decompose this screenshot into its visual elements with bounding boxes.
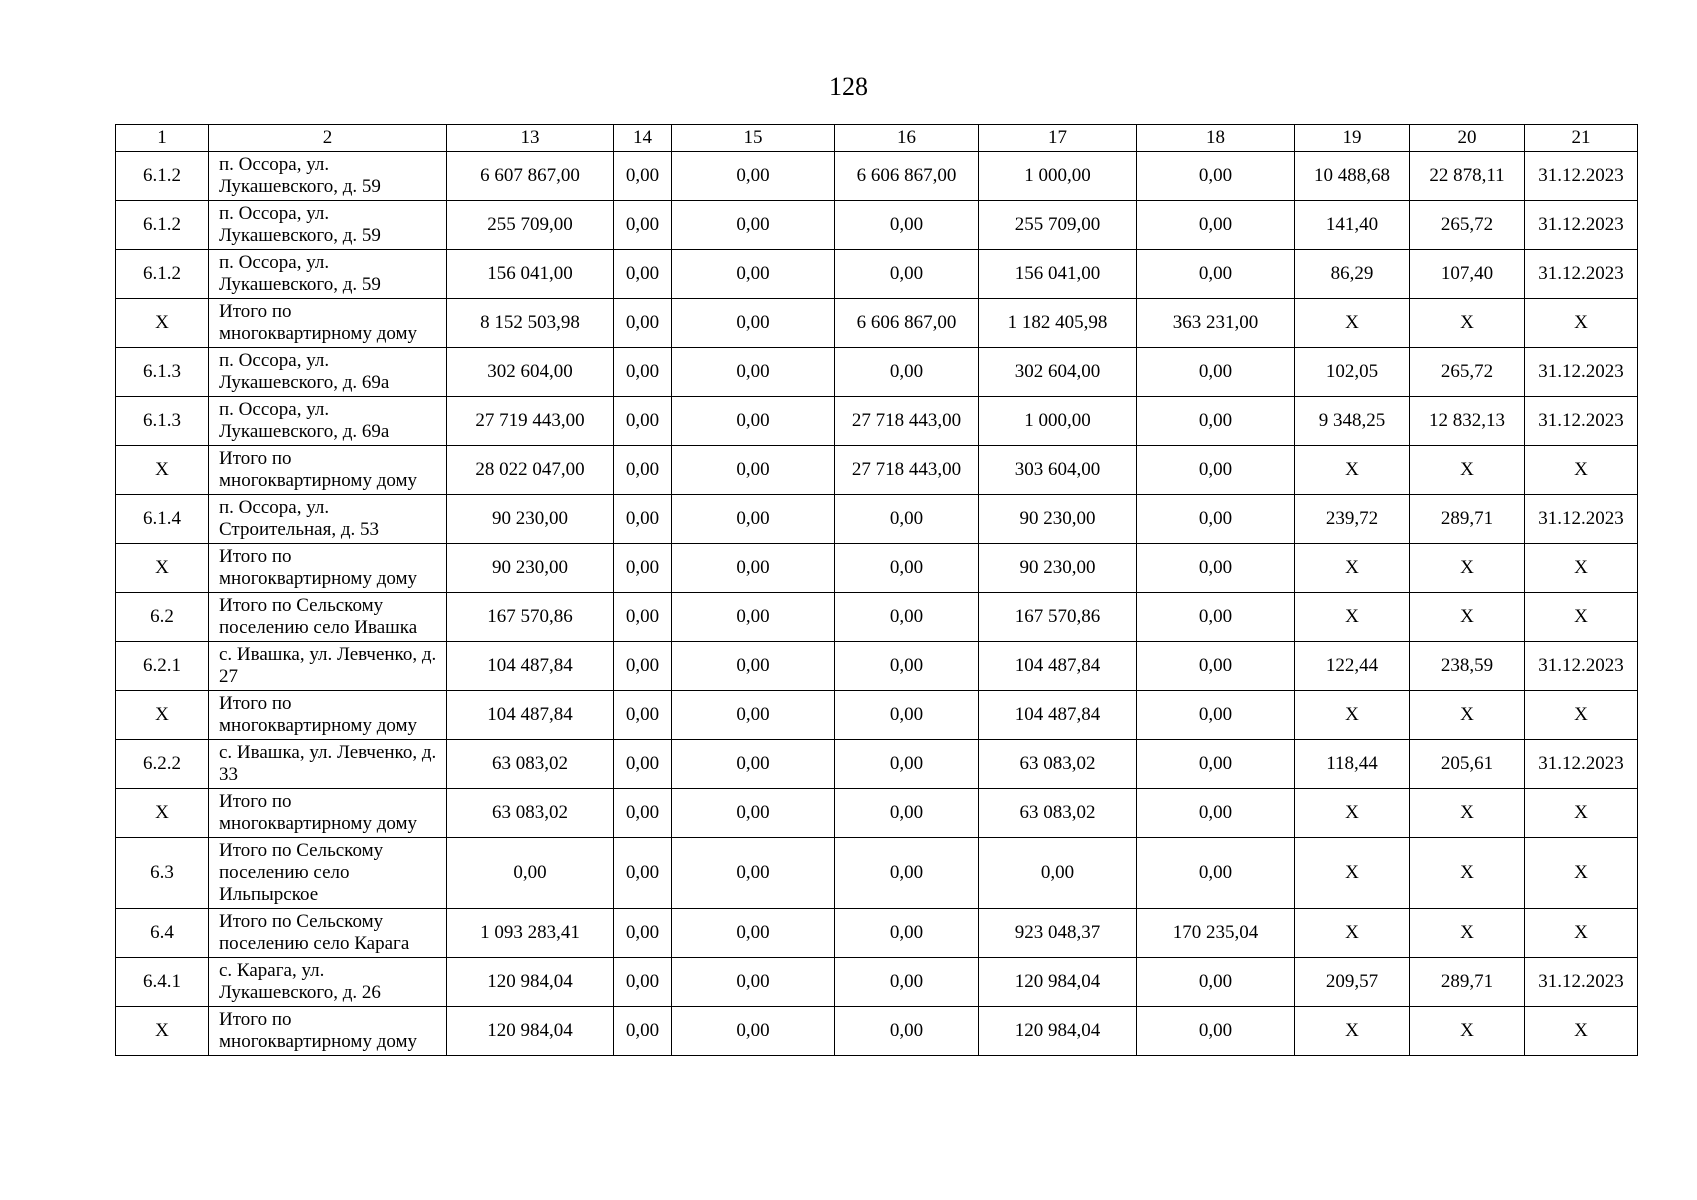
value-cell: 302 604,00 xyxy=(447,348,614,397)
value-cell: 0,00 xyxy=(835,789,979,838)
value-cell: 31.12.2023 xyxy=(1525,958,1638,1007)
value-cell: 0,00 xyxy=(672,299,835,348)
row-number-cell: 6.4 xyxy=(116,909,209,958)
column-header: 18 xyxy=(1137,125,1295,152)
value-cell: 0,00 xyxy=(614,789,672,838)
value-cell: 0,00 xyxy=(672,789,835,838)
row-number-cell: 6.1.3 xyxy=(116,397,209,446)
value-cell: 0,00 xyxy=(614,250,672,299)
table-row xyxy=(116,446,1638,495)
value-cell: 303 604,00 xyxy=(979,446,1137,495)
column-header: 17 xyxy=(979,125,1137,152)
value-cell: 0,00 xyxy=(1137,1007,1295,1056)
value-cell: X xyxy=(1410,691,1525,740)
value-cell: 104 487,84 xyxy=(979,691,1137,740)
value-cell: 0,00 xyxy=(672,446,835,495)
value-cell: 0,00 xyxy=(672,691,835,740)
value-cell: X xyxy=(1295,789,1410,838)
value-cell: 6 606 867,00 xyxy=(835,299,979,348)
row-number-cell: 6.2.2 xyxy=(116,740,209,789)
row-number-cell: X xyxy=(116,544,209,593)
value-cell: 0,00 xyxy=(1137,397,1295,446)
value-cell: X xyxy=(1410,789,1525,838)
value-cell: X xyxy=(1410,1007,1525,1056)
row-number-cell: X xyxy=(116,299,209,348)
value-cell: 6 606 867,00 xyxy=(835,152,979,201)
row-number-cell: X xyxy=(116,789,209,838)
value-cell: 289,71 xyxy=(1410,495,1525,544)
value-cell: X xyxy=(1295,1007,1410,1056)
column-header: 21 xyxy=(1525,125,1638,152)
value-cell: 209,57 xyxy=(1295,958,1410,1007)
value-cell: 265,72 xyxy=(1410,348,1525,397)
address-cell: п. Оссора, ул. Лукашевского, д. 59 xyxy=(209,201,447,250)
row-number-cell: 6.2.1 xyxy=(116,642,209,691)
value-cell: X xyxy=(1410,544,1525,593)
row-number-cell: X xyxy=(116,1007,209,1056)
table-row xyxy=(116,495,1638,544)
row-number-cell: 6.1.2 xyxy=(116,250,209,299)
value-cell: 0,00 xyxy=(835,909,979,958)
value-cell: 27 718 443,00 xyxy=(835,446,979,495)
value-cell: 167 570,86 xyxy=(447,593,614,642)
table-row xyxy=(116,958,1638,1007)
value-cell: 120 984,04 xyxy=(979,958,1137,1007)
row-number-cell: X xyxy=(116,691,209,740)
table-row xyxy=(116,152,1638,201)
table-row xyxy=(116,691,1638,740)
page-number: 128 xyxy=(829,72,868,101)
value-cell: 0,00 xyxy=(672,348,835,397)
value-cell: 0,00 xyxy=(672,544,835,593)
value-cell: 0,00 xyxy=(1137,838,1295,909)
value-cell: 0,00 xyxy=(1137,446,1295,495)
address-cell: Итого по многоквартирному дому xyxy=(209,299,447,348)
address-cell: Итого по Сельскому поселению село Ивашка xyxy=(209,593,447,642)
value-cell: 156 041,00 xyxy=(447,250,614,299)
value-cell: 0,00 xyxy=(614,299,672,348)
column-header: 15 xyxy=(672,125,835,152)
value-cell: 0,00 xyxy=(672,740,835,789)
value-cell: 0,00 xyxy=(672,201,835,250)
value-cell: 31.12.2023 xyxy=(1525,250,1638,299)
value-cell: 0,00 xyxy=(672,495,835,544)
value-cell: 63 083,02 xyxy=(447,740,614,789)
value-cell: 0,00 xyxy=(1137,740,1295,789)
table-row xyxy=(116,789,1638,838)
value-cell: 167 570,86 xyxy=(979,593,1137,642)
value-cell: 363 231,00 xyxy=(1137,299,1295,348)
value-cell: 86,29 xyxy=(1295,250,1410,299)
value-cell: 0,00 xyxy=(1137,642,1295,691)
row-number-cell: 6.1.2 xyxy=(116,201,209,250)
value-cell: 31.12.2023 xyxy=(1525,740,1638,789)
value-cell: 0,00 xyxy=(1137,691,1295,740)
value-cell: X xyxy=(1525,789,1638,838)
value-cell: 0,00 xyxy=(835,250,979,299)
value-cell: 0,00 xyxy=(1137,958,1295,1007)
value-cell: 170 235,04 xyxy=(1137,909,1295,958)
value-cell: 0,00 xyxy=(614,691,672,740)
value-cell: X xyxy=(1295,446,1410,495)
data-table xyxy=(115,124,1638,1056)
address-cell: п. Оссора, ул. Лукашевского, д. 59 xyxy=(209,152,447,201)
value-cell: 0,00 xyxy=(614,838,672,909)
value-cell: 0,00 xyxy=(835,838,979,909)
value-cell: 31.12.2023 xyxy=(1525,495,1638,544)
value-cell: X xyxy=(1525,544,1638,593)
column-header: 16 xyxy=(835,125,979,152)
value-cell: 63 083,02 xyxy=(979,789,1137,838)
value-cell: 104 487,84 xyxy=(447,642,614,691)
value-cell: X xyxy=(1295,593,1410,642)
address-cell: Итого по многоквартирному дому xyxy=(209,544,447,593)
table-row xyxy=(116,1007,1638,1056)
value-cell: 923 048,37 xyxy=(979,909,1137,958)
address-cell: Итого по многоквартирному дому xyxy=(209,446,447,495)
value-cell: 27 718 443,00 xyxy=(835,397,979,446)
value-cell: 141,40 xyxy=(1295,201,1410,250)
value-cell: 0,00 xyxy=(614,348,672,397)
value-cell: 0,00 xyxy=(672,642,835,691)
value-cell: 0,00 xyxy=(614,446,672,495)
table-row xyxy=(116,909,1638,958)
value-cell: 0,00 xyxy=(614,152,672,201)
value-cell: X xyxy=(1410,838,1525,909)
value-cell: 122,44 xyxy=(1295,642,1410,691)
value-cell: 0,00 xyxy=(835,1007,979,1056)
table-row xyxy=(116,397,1638,446)
value-cell: 6 607 867,00 xyxy=(447,152,614,201)
column-header: 20 xyxy=(1410,125,1525,152)
value-cell: X xyxy=(1295,691,1410,740)
value-cell: 120 984,04 xyxy=(447,1007,614,1056)
value-cell: 104 487,84 xyxy=(447,691,614,740)
table-row xyxy=(116,201,1638,250)
value-cell: 0,00 xyxy=(1137,544,1295,593)
value-cell: 0,00 xyxy=(835,740,979,789)
value-cell: 27 719 443,00 xyxy=(447,397,614,446)
value-cell: 107,40 xyxy=(1410,250,1525,299)
value-cell: 0,00 xyxy=(672,152,835,201)
value-cell: 156 041,00 xyxy=(979,250,1137,299)
address-cell: п. Оссора, ул. Строительная, д. 53 xyxy=(209,495,447,544)
value-cell: 90 230,00 xyxy=(979,495,1137,544)
value-cell: 0,00 xyxy=(1137,201,1295,250)
column-header: 13 xyxy=(447,125,614,152)
table-row xyxy=(116,250,1638,299)
value-cell: 0,00 xyxy=(835,201,979,250)
column-header: 19 xyxy=(1295,125,1410,152)
row-number-cell: 6.1.2 xyxy=(116,152,209,201)
value-cell: 12 832,13 xyxy=(1410,397,1525,446)
value-cell: 10 488,68 xyxy=(1295,152,1410,201)
value-cell: 9 348,25 xyxy=(1295,397,1410,446)
value-cell: 63 083,02 xyxy=(447,789,614,838)
value-cell: 0,00 xyxy=(1137,152,1295,201)
value-cell: X xyxy=(1295,299,1410,348)
table-row xyxy=(116,740,1638,789)
value-cell: 0,00 xyxy=(614,740,672,789)
value-cell: 90 230,00 xyxy=(979,544,1137,593)
value-cell: 0,00 xyxy=(614,593,672,642)
value-cell: 0,00 xyxy=(614,958,672,1007)
value-cell: 31.12.2023 xyxy=(1525,201,1638,250)
table-row xyxy=(116,593,1638,642)
value-cell: 0,00 xyxy=(614,642,672,691)
value-cell: 238,59 xyxy=(1410,642,1525,691)
value-cell: 0,00 xyxy=(447,838,614,909)
address-cell: с. Ивашка, ул. Левченко, д. 33 xyxy=(209,740,447,789)
value-cell: 0,00 xyxy=(614,397,672,446)
value-cell: 0,00 xyxy=(672,958,835,1007)
value-cell: X xyxy=(1525,691,1638,740)
value-cell: 0,00 xyxy=(614,544,672,593)
value-cell: 0,00 xyxy=(835,544,979,593)
value-cell: X xyxy=(1295,909,1410,958)
value-cell: 0,00 xyxy=(1137,789,1295,838)
value-cell: 205,61 xyxy=(1410,740,1525,789)
value-cell: 31.12.2023 xyxy=(1525,397,1638,446)
value-cell: 104 487,84 xyxy=(979,642,1137,691)
value-cell: 0,00 xyxy=(1137,495,1295,544)
value-cell: 302 604,00 xyxy=(979,348,1137,397)
value-cell: 90 230,00 xyxy=(447,495,614,544)
address-cell: п. Оссора, ул. Лукашевского, д. 69а xyxy=(209,397,447,446)
value-cell: 239,72 xyxy=(1295,495,1410,544)
value-cell: 0,00 xyxy=(672,909,835,958)
value-cell: X xyxy=(1525,593,1638,642)
value-cell: 0,00 xyxy=(672,250,835,299)
value-cell: X xyxy=(1295,544,1410,593)
value-cell: 0,00 xyxy=(672,1007,835,1056)
value-cell: 0,00 xyxy=(835,691,979,740)
table-row xyxy=(116,348,1638,397)
value-cell: 255 709,00 xyxy=(979,201,1137,250)
value-cell: 31.12.2023 xyxy=(1525,152,1638,201)
value-cell: 1 000,00 xyxy=(979,397,1137,446)
row-number-cell: 6.1.4 xyxy=(116,495,209,544)
value-cell: 31.12.2023 xyxy=(1525,348,1638,397)
row-number-cell: 6.2 xyxy=(116,593,209,642)
value-cell: 120 984,04 xyxy=(979,1007,1137,1056)
address-cell: Итого по Сельскому поселению село Ильпырское xyxy=(209,838,447,909)
value-cell: 102,05 xyxy=(1295,348,1410,397)
value-cell: 1 000,00 xyxy=(979,152,1137,201)
value-cell: 265,72 xyxy=(1410,201,1525,250)
value-cell: 22 878,11 xyxy=(1410,152,1525,201)
value-cell: 0,00 xyxy=(672,593,835,642)
address-cell: с. Карага, ул. Лукашевского, д. 26 xyxy=(209,958,447,1007)
value-cell: 0,00 xyxy=(672,397,835,446)
value-cell: X xyxy=(1525,838,1638,909)
table-body xyxy=(116,152,1638,1056)
table-row xyxy=(116,544,1638,593)
address-cell: Итого по многоквартирному дому xyxy=(209,789,447,838)
value-cell: 0,00 xyxy=(979,838,1137,909)
value-cell: 289,71 xyxy=(1410,958,1525,1007)
address-cell: Итого по многоквартирному дому xyxy=(209,1007,447,1056)
value-cell: 90 230,00 xyxy=(447,544,614,593)
value-cell: 0,00 xyxy=(1137,348,1295,397)
value-cell: 1 182 405,98 xyxy=(979,299,1137,348)
value-cell: 63 083,02 xyxy=(979,740,1137,789)
value-cell: 118,44 xyxy=(1295,740,1410,789)
value-cell: 120 984,04 xyxy=(447,958,614,1007)
value-cell: X xyxy=(1525,1007,1638,1056)
table-header-row xyxy=(116,125,1638,152)
value-cell: 0,00 xyxy=(835,495,979,544)
table-row xyxy=(116,642,1638,691)
value-cell: 0,00 xyxy=(614,201,672,250)
value-cell: 8 152 503,98 xyxy=(447,299,614,348)
value-cell: 0,00 xyxy=(1137,250,1295,299)
address-cell: Итого по Сельскому поселению село Карага xyxy=(209,909,447,958)
value-cell: 0,00 xyxy=(614,495,672,544)
address-cell: п. Оссора, ул. Лукашевского, д. 59 xyxy=(209,250,447,299)
value-cell: 0,00 xyxy=(614,1007,672,1056)
value-cell: X xyxy=(1525,909,1638,958)
value-cell: X xyxy=(1410,446,1525,495)
value-cell: X xyxy=(1410,909,1525,958)
value-cell: X xyxy=(1525,446,1638,495)
value-cell: 1 093 283,41 xyxy=(447,909,614,958)
value-cell: 255 709,00 xyxy=(447,201,614,250)
value-cell: 0,00 xyxy=(672,838,835,909)
value-cell: 0,00 xyxy=(835,958,979,1007)
column-header: 14 xyxy=(614,125,672,152)
address-cell: Итого по многоквартирному дому xyxy=(209,691,447,740)
value-cell: 0,00 xyxy=(1137,593,1295,642)
value-cell: 28 022 047,00 xyxy=(447,446,614,495)
value-cell: X xyxy=(1295,838,1410,909)
value-cell: 0,00 xyxy=(835,593,979,642)
value-cell: 31.12.2023 xyxy=(1525,642,1638,691)
value-cell: 0,00 xyxy=(835,348,979,397)
row-number-cell: 6.1.3 xyxy=(116,348,209,397)
row-number-cell: X xyxy=(116,446,209,495)
value-cell: X xyxy=(1410,299,1525,348)
value-cell: 0,00 xyxy=(614,909,672,958)
table-row xyxy=(116,838,1638,909)
address-cell: с. Ивашка, ул. Левченко, д. 27 xyxy=(209,642,447,691)
row-number-cell: 6.3 xyxy=(116,838,209,909)
address-cell: п. Оссора, ул. Лукашевского, д. 69а xyxy=(209,348,447,397)
value-cell: 0,00 xyxy=(835,642,979,691)
value-cell: X xyxy=(1525,299,1638,348)
column-header: 2 xyxy=(209,125,447,152)
value-cell: X xyxy=(1410,593,1525,642)
table-row xyxy=(116,299,1638,348)
row-number-cell: 6.4.1 xyxy=(116,958,209,1007)
column-header: 1 xyxy=(116,125,209,152)
